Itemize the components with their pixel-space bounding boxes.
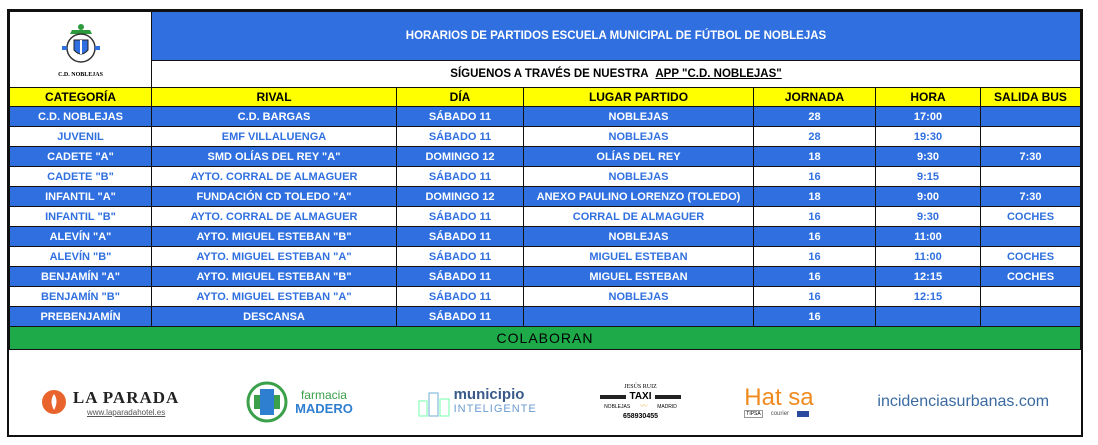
cell-lugar: NOBLEJAS [524, 107, 754, 127]
cell-hora: 19:30 [876, 127, 981, 147]
club-crest-label: C.D. NOBLEJAS [58, 71, 103, 78]
cell-hora: 12:15 [876, 267, 981, 287]
municipio-line1: municipio [453, 386, 525, 403]
column-header: SALIDA BUS [981, 88, 1081, 107]
cell-jornada: 18 [754, 147, 876, 167]
taxi-bar-right [655, 395, 681, 399]
hatsa-courier: courier [770, 411, 790, 417]
cell-lugar [524, 307, 754, 327]
cell-hora: 9:00 [876, 187, 981, 207]
cell-lugar: ANEXO PAULINO LORENZO (TOLEDO) [524, 187, 754, 207]
cell-jornada: 16 [754, 227, 876, 247]
column-header: LUGAR PARTIDO [524, 88, 754, 107]
cell-bus: 7:30 [981, 187, 1081, 207]
table-row [10, 107, 1081, 127]
sponsor-municipio-inteligente [417, 387, 537, 417]
taxi-top: JESÚS RUIZ [624, 384, 657, 390]
schedule-table [9, 11, 1081, 350]
column-header: JORNADA [754, 88, 876, 107]
cell-lugar: MIGUEL ESTEBAN [524, 267, 754, 287]
sponsor-taxi [600, 382, 680, 422]
app-link[interactable]: APP "C.D. NOBLEJAS" [655, 68, 782, 80]
table-row [10, 247, 1081, 267]
cell-lugar: NOBLEJAS [524, 287, 754, 307]
cell-hora: 9:15 [876, 167, 981, 187]
follow-app-text: SÍGUENOS A TRAVÉS DE NUESTRA [450, 68, 649, 80]
column-header: CATEGORÍA [10, 88, 152, 107]
cell-lugar: NOBLEJAS [524, 167, 754, 187]
column-header: RIVAL [152, 88, 397, 107]
table-row [10, 147, 1081, 167]
cell-hora [876, 307, 981, 327]
taxi-mid: TAXI [629, 391, 652, 402]
cell-bus: 7:30 [981, 147, 1081, 167]
cell-rival: AYTO. MIGUEL ESTEBAN "B" [152, 227, 397, 247]
cell-rival: AYTO. MIGUEL ESTEBAN "A" [152, 247, 397, 267]
table-row [10, 207, 1081, 227]
cell-dia: SÁBADO 11 [397, 167, 524, 187]
cell-categoria: CADETE "A" [10, 147, 152, 167]
incidencias-name: incidenciasurbanas.com [877, 393, 1050, 410]
building-icon [417, 387, 451, 417]
cell-bus [981, 127, 1081, 147]
table-row [10, 127, 1081, 147]
cell-dia: SÁBADO 11 [397, 127, 524, 147]
schedule-sheet [7, 9, 1083, 437]
la-parada-logo-icon [41, 389, 67, 415]
cell-categoria: INFANTIL "A" [10, 187, 152, 207]
cell-rival: DESCANSA [152, 307, 397, 327]
table-row [10, 287, 1081, 307]
cell-hora: 11:00 [876, 247, 981, 267]
cell-hora: 9:30 [876, 147, 981, 167]
follow-app-banner [152, 61, 1081, 88]
cell-rival: AYTO. CORRAL DE ALMAGUER [152, 207, 397, 227]
cell-categoria: INFANTIL "B" [10, 207, 152, 227]
gls-logo-icon [797, 411, 809, 417]
cell-bus: COCHES [981, 247, 1081, 267]
taxi-bar-left [600, 395, 626, 399]
column-header: DÍA [397, 88, 524, 107]
taxi-phone: 658930455 [622, 413, 659, 420]
sponsor-la-parada [41, 388, 179, 417]
cell-bus [981, 107, 1081, 127]
cell-rival: EMF VILLALUENGA [152, 127, 397, 147]
cell-categoria: ALEVÍN "A" [10, 227, 152, 247]
cell-hora: 12:15 [876, 287, 981, 307]
club-crest-cell [10, 12, 152, 88]
cell-lugar: CORRAL DE ALMAGUER [524, 207, 754, 227]
cell-hora: 9:30 [876, 207, 981, 227]
table-row [10, 307, 1081, 327]
cell-jornada: 18 [754, 187, 876, 207]
cell-rival: AYTO. MIGUEL ESTEBAN "B" [152, 267, 397, 287]
cell-categoria: PREBENJAMÍN [10, 307, 152, 327]
la-parada-url: www.laparadahotel.es [86, 407, 166, 417]
cell-lugar: MIGUEL ESTEBAN [524, 247, 754, 267]
cell-bus [981, 307, 1081, 327]
club-crest-icon [52, 22, 110, 72]
taxi-left: NOBLEJAS [604, 404, 631, 410]
sponsor-farmacia-madero [243, 381, 353, 423]
cell-lugar: OLÍAS DEL REY [524, 147, 754, 167]
cell-dia: SÁBADO 11 [397, 287, 524, 307]
cell-dia: SÁBADO 11 [397, 207, 524, 227]
cell-rival: C.D. BARGAS [152, 107, 397, 127]
cell-jornada: 16 [754, 167, 876, 187]
sponsors-strip [9, 369, 1081, 435]
cell-bus [981, 167, 1081, 187]
la-parada-name: LA PARADA [72, 387, 180, 407]
cell-categoria: JUVENIL [10, 127, 152, 147]
cell-jornada: 28 [754, 107, 876, 127]
cell-categoria: C.D. NOBLEJAS [10, 107, 152, 127]
page-title: HORARIOS DE PARTIDOS ESCUELA MUNICIPAL DE FÚTBOL DE NOBLEJAS [152, 12, 1081, 61]
cell-rival: AYTO. MIGUEL ESTEBAN "A" [152, 287, 397, 307]
farmacia-line1: farmacia [300, 388, 347, 402]
colaboran-banner: COLABORAN [10, 327, 1081, 350]
cell-jornada: 16 [754, 267, 876, 287]
cell-categoria: BENJAMÍN "A" [10, 267, 152, 287]
tipsa-label: TIPSA [746, 411, 761, 417]
cell-rival: FUNDACIÓN CD TOLEDO "A" [152, 187, 397, 207]
table-row [10, 167, 1081, 187]
cell-hora: 11:00 [876, 227, 981, 247]
column-header: HORA [876, 88, 981, 107]
cell-dia: SÁBADO 11 [397, 307, 524, 327]
hatsa-name: Hat sa [744, 384, 814, 411]
cell-jornada: 16 [754, 247, 876, 267]
cell-bus: COCHES [981, 207, 1081, 227]
pharmacy-cross-icon [243, 381, 291, 423]
cell-jornada: 16 [754, 287, 876, 307]
cell-categoria: ALEVÍN "B" [10, 247, 152, 267]
cell-lugar: NOBLEJAS [524, 227, 754, 247]
cell-hora: 17:00 [876, 107, 981, 127]
cell-jornada: 28 [754, 127, 876, 147]
sponsor-hatsa [744, 386, 813, 418]
table-header-row [10, 88, 1081, 107]
cell-lugar: NOBLEJAS [524, 127, 754, 147]
cell-rival: AYTO. CORRAL DE ALMAGUER [152, 167, 397, 187]
taxi-right: MADRID [657, 404, 677, 410]
table-row [10, 227, 1081, 247]
cell-bus [981, 227, 1081, 247]
cell-rival: SMD OLÍAS DEL REY "A" [152, 147, 397, 167]
cell-dia: SÁBADO 11 [397, 227, 524, 247]
taxi-wave-icon: 〰 [640, 403, 648, 410]
cell-jornada: 16 [754, 307, 876, 327]
cell-bus: COCHES [981, 267, 1081, 287]
cell-dia: DOMINGO 12 [397, 187, 524, 207]
municipio-line2: INTELIGENTE [453, 403, 537, 415]
sponsor-incidencias-urbanas [877, 393, 1049, 411]
cell-dia: DOMINGO 12 [397, 147, 524, 167]
cell-dia: SÁBADO 11 [397, 247, 524, 267]
cell-dia: SÁBADO 11 [397, 267, 524, 287]
cell-jornada: 16 [754, 207, 876, 227]
cell-bus [981, 287, 1081, 307]
cell-categoria: BENJAMÍN "B" [10, 287, 152, 307]
cell-categoria: CADETE "B" [10, 167, 152, 187]
farmacia-line2: MADERO [295, 401, 353, 416]
table-row [10, 267, 1081, 287]
cell-dia: SÁBADO 11 [397, 107, 524, 127]
table-row [10, 187, 1081, 207]
